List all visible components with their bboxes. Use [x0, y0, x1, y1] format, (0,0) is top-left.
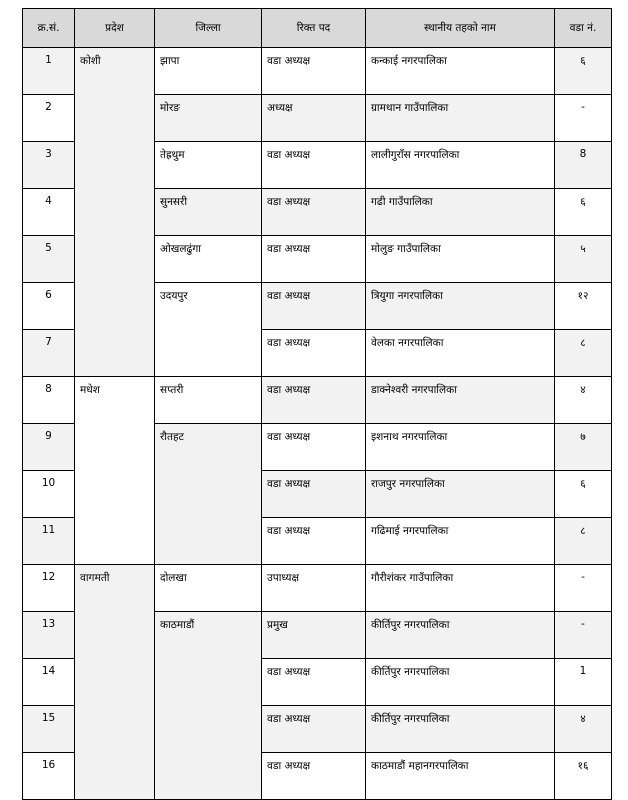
post-cell: वडा अध्यक्ष [262, 753, 366, 800]
ward-cell: 1 [555, 659, 612, 706]
post-cell: अध्यक्ष [262, 95, 366, 142]
district-cell: काठमाडौं [155, 612, 262, 800]
serial-cell: 10 [23, 471, 75, 518]
local-level-cell: कन्काई नगरपालिका [366, 48, 555, 95]
table-row [23, 48, 612, 95]
ward-cell: ८ [555, 330, 612, 377]
local-level-cell: कीर्तिपुर नगरपालिका [366, 659, 555, 706]
serial-cell: 2 [23, 95, 75, 142]
serial-cell: 6 [23, 283, 75, 330]
district-cell: सप्तरी [155, 377, 262, 424]
ward-cell: ६ [555, 48, 612, 95]
header-province: प्रदेश [75, 9, 155, 48]
local-level-cell: गढी गाउँपालिका [366, 189, 555, 236]
district-cell: झापा [155, 48, 262, 95]
post-cell: वडा अध्यक्ष [262, 48, 366, 95]
header-row [23, 9, 612, 48]
post-cell: वडा अध्यक्ष [262, 236, 366, 283]
ward-cell: ५ [555, 236, 612, 283]
header-ward-no: वडा नं. [555, 9, 612, 48]
post-cell: वडा अध्यक्ष [262, 424, 366, 471]
serial-cell: 15 [23, 706, 75, 753]
district-cell: उदयपुर [155, 283, 262, 377]
post-cell: वडा अध्यक्ष [262, 283, 366, 330]
header-district: जिल्ला [155, 9, 262, 48]
local-level-cell: कीर्तिपुर नगरपालिका [366, 612, 555, 659]
ward-cell: - [555, 612, 612, 659]
province-cell: कोशी [75, 48, 155, 377]
serial-cell: 14 [23, 659, 75, 706]
post-cell: वडा अध्यक्ष [262, 471, 366, 518]
table-row [23, 377, 612, 424]
post-cell: प्रमुख [262, 612, 366, 659]
serial-cell: 9 [23, 424, 75, 471]
local-level-cell: डाक्नेश्वरी नगरपालिका [366, 377, 555, 424]
header-local-level: स्थानीय तहको नाम [366, 9, 555, 48]
post-cell: वडा अध्यक्ष [262, 377, 366, 424]
ward-cell: १६ [555, 753, 612, 800]
serial-cell: 11 [23, 518, 75, 565]
serial-cell: 4 [23, 189, 75, 236]
district-cell: तेह्रथुम [155, 142, 262, 189]
local-level-cell: इशनाथ नगरपालिका [366, 424, 555, 471]
local-level-cell: त्रियुगा नगरपालिका [366, 283, 555, 330]
local-level-cell: काठमाडौं महानगरपालिका [366, 753, 555, 800]
ward-cell: ८ [555, 518, 612, 565]
post-cell: उपाध्यक्ष [262, 565, 366, 612]
local-level-cell: लालीगुराँस नगरपालिका [366, 142, 555, 189]
district-cell: मोरङ [155, 95, 262, 142]
vacancy-table [22, 8, 612, 800]
local-level-cell: मोलुङ गाउँपालिका [366, 236, 555, 283]
local-level-cell: गौरीशंकर गाउँपालिका [366, 565, 555, 612]
serial-cell: 7 [23, 330, 75, 377]
serial-cell: 1 [23, 48, 75, 95]
ward-cell: 8 [555, 142, 612, 189]
province-cell: मधेश [75, 377, 155, 565]
serial-cell: 8 [23, 377, 75, 424]
post-cell: वडा अध्यक्ष [262, 659, 366, 706]
district-cell: ओखलढुंगा [155, 236, 262, 283]
serial-cell: 16 [23, 753, 75, 800]
province-cell: वागमती [75, 565, 155, 800]
serial-cell: 12 [23, 565, 75, 612]
district-cell: दोलखा [155, 565, 262, 612]
serial-cell: 3 [23, 142, 75, 189]
post-cell: वडा अध्यक्ष [262, 189, 366, 236]
post-cell: वडा अध्यक्ष [262, 706, 366, 753]
ward-cell: ६ [555, 189, 612, 236]
ward-cell: १२ [555, 283, 612, 330]
district-cell: सुनसरी [155, 189, 262, 236]
header-vacant-post: रिक्त पद [262, 9, 366, 48]
serial-cell: 5 [23, 236, 75, 283]
ward-cell: - [555, 565, 612, 612]
local-level-cell: वेलका नगरपालिका [366, 330, 555, 377]
ward-cell: - [555, 95, 612, 142]
local-level-cell: गढिमाई नगरपालिका [366, 518, 555, 565]
ward-cell: ४ [555, 377, 612, 424]
local-level-cell: राजपुर नगरपालिका [366, 471, 555, 518]
ward-cell: ६ [555, 471, 612, 518]
district-cell: रौतहट [155, 424, 262, 565]
post-cell: वडा अध्यक्ष [262, 518, 366, 565]
table-row [23, 565, 612, 612]
serial-cell: 13 [23, 612, 75, 659]
ward-cell: ४ [555, 706, 612, 753]
post-cell: वडा अध्यक्ष [262, 142, 366, 189]
post-cell: वडा अध्यक्ष [262, 330, 366, 377]
header-serial: क्र.सं. [23, 9, 75, 48]
ward-cell: ७ [555, 424, 612, 471]
local-level-cell: कीर्तिपुर नगरपालिका [366, 706, 555, 753]
local-level-cell: ग्रामथान गाउँपालिका [366, 95, 555, 142]
